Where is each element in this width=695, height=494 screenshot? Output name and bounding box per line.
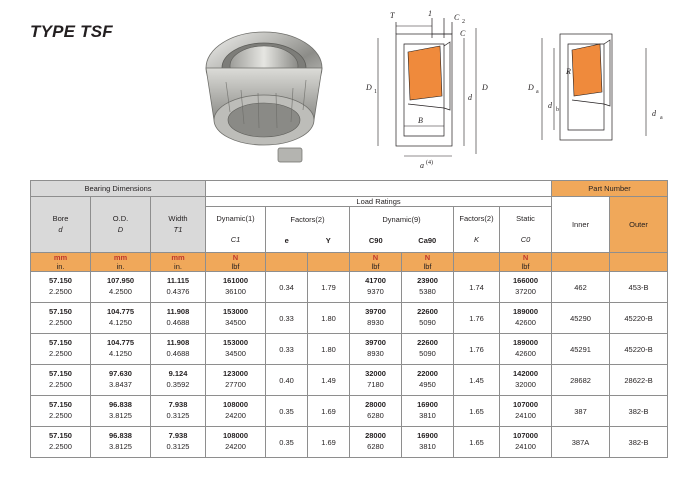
col-width-label: Width	[168, 214, 188, 224]
cell-c90: 41700 9370	[350, 272, 402, 303]
cross-section-diagram-left	[356, 4, 506, 172]
svg-text:d: d	[548, 101, 552, 110]
col-c1-symbol: C1	[230, 234, 241, 244]
cell-inner: 387A	[552, 427, 610, 458]
col-dynamic-group-9	[350, 207, 454, 253]
cell-inner: 462	[552, 272, 610, 303]
col-factors-k	[454, 207, 500, 253]
svg-text:d: d	[468, 93, 472, 102]
units-width: mm in.	[151, 253, 206, 272]
col-c90-symbol: C90	[368, 235, 383, 245]
col-dynamic9-label: Dynamic(9)	[382, 214, 421, 224]
svg-text:a: a	[420, 161, 424, 170]
cell-e: 0.33	[266, 334, 308, 365]
cell-c1: 108000 24200	[206, 396, 266, 427]
units-c90: N lbf	[350, 253, 402, 272]
cell-inner: 387	[552, 396, 610, 427]
col-bore	[31, 197, 91, 253]
svg-text:D: D	[366, 83, 372, 92]
cell-y: 1.69	[308, 427, 350, 458]
group-load-ratings: Load Ratings	[206, 197, 552, 207]
cell-outer: 382-B	[610, 396, 668, 427]
cell-width: 7.938 0.3125	[151, 396, 206, 427]
svg-text:T: T	[390, 11, 395, 20]
units-c1: N lbf	[206, 253, 266, 272]
cell-y: 1.79	[308, 272, 350, 303]
cell-c90: 32000 7180	[350, 365, 402, 396]
cell-od: 104.775 4.1250	[91, 334, 151, 365]
units-y	[308, 253, 350, 272]
col-od-label: O.D.	[112, 214, 129, 224]
cell-e: 0.35	[266, 396, 308, 427]
cell-c1: 153000 34500	[206, 334, 266, 365]
svg-text:C: C	[460, 29, 466, 38]
cell-bore: 57.150 2.2500	[31, 396, 91, 427]
col-ca90-symbol: Ca90	[418, 235, 437, 245]
cell-outer: 45220-B	[610, 303, 668, 334]
cell-y: 1.80	[308, 334, 350, 365]
svg-text:d: d	[652, 109, 656, 118]
units-od: mm in.	[91, 253, 151, 272]
cell-c0: 189000 42600	[500, 303, 552, 334]
col-k-symbol: K	[474, 234, 480, 244]
cell-od: 97.630 3.8437	[91, 365, 151, 396]
page-title: TYPE TSF	[30, 22, 113, 41]
col-static-label: Static	[516, 214, 535, 224]
table-row[interactable]	[31, 334, 668, 365]
svg-text:B: B	[418, 116, 423, 125]
col-od-symbol: D	[117, 224, 124, 234]
cell-c0: 142000 32000	[500, 365, 552, 396]
cell-inner: 28682	[552, 365, 610, 396]
cell-od: 104.775 4.1250	[91, 303, 151, 334]
svg-text:C: C	[454, 13, 460, 22]
cell-k: 1.65	[454, 396, 500, 427]
cell-bore: 57.150 2.2500	[31, 303, 91, 334]
cell-k: 1.76	[454, 303, 500, 334]
cell-c0: 166000 37200	[500, 272, 552, 303]
cell-c90: 39700 8930	[350, 334, 402, 365]
table-row[interactable]	[31, 427, 668, 458]
cell-y: 1.49	[308, 365, 350, 396]
cell-ca90: 16900 3810	[402, 396, 454, 427]
spec-table	[30, 180, 668, 458]
bearing-photo	[186, 8, 346, 168]
col-outer: Outer	[610, 197, 668, 253]
col-c0-symbol: C0	[520, 234, 531, 244]
cell-outer: 453-B	[610, 272, 668, 303]
cell-c90: 28000 6280	[350, 427, 402, 458]
table-group-header-row	[31, 181, 668, 197]
cell-od: 96.838 3.8125	[91, 427, 151, 458]
cell-width: 11.115 0.4376	[151, 272, 206, 303]
cell-inner: 45290	[552, 303, 610, 334]
cell-k: 1.65	[454, 427, 500, 458]
table-row[interactable]	[31, 365, 668, 396]
cell-width: 11.908 0.4688	[151, 303, 206, 334]
group-spacer	[206, 181, 552, 197]
table-row[interactable]	[31, 272, 668, 303]
table-loadratings-row	[31, 197, 668, 207]
cell-c90: 39700 8930	[350, 303, 402, 334]
cell-c0: 189000 42600	[500, 334, 552, 365]
col-od	[91, 197, 151, 253]
cell-ca90: 22600 5090	[402, 303, 454, 334]
cell-k: 1.76	[454, 334, 500, 365]
cell-c0: 107000 24100	[500, 396, 552, 427]
cross-section-diagram-right	[512, 4, 672, 172]
cell-c1: 108000 24200	[206, 427, 266, 458]
cell-inner: 45291	[552, 334, 610, 365]
cell-k: 1.45	[454, 365, 500, 396]
svg-text:(4): (4)	[426, 160, 433, 166]
cell-outer: 45220-B	[610, 334, 668, 365]
col-inner: Inner	[552, 197, 610, 253]
table-units-row	[31, 253, 668, 272]
cell-c1: 123000 27700	[206, 365, 266, 396]
col-dynamic-c1	[206, 207, 266, 253]
table-row[interactable]	[31, 396, 668, 427]
col-y-symbol: Y	[325, 235, 331, 245]
col-dynamic1-label: Dynamic(1)	[216, 214, 255, 224]
cell-bore: 57.150 2.2500	[31, 365, 91, 396]
cell-k: 1.74	[454, 272, 500, 303]
svg-text:b: b	[556, 107, 559, 113]
units-ca90: N lbf	[402, 253, 454, 272]
cell-ca90: 16900 3810	[402, 427, 454, 458]
cell-y: 1.69	[308, 396, 350, 427]
svg-text:1: 1	[428, 9, 432, 18]
svg-text:D: D	[482, 83, 488, 92]
cell-e: 0.34	[266, 272, 308, 303]
units-outer	[610, 253, 668, 272]
cell-outer: 382-B	[610, 427, 668, 458]
cell-bore: 57.150 2.2500	[31, 427, 91, 458]
cell-e: 0.35	[266, 427, 308, 458]
cell-c0: 107000 24100	[500, 427, 552, 458]
svg-text:a: a	[660, 115, 663, 121]
cell-width: 7.938 0.3125	[151, 427, 206, 458]
group-bearing-dimensions: Bearing Dimensions	[31, 181, 206, 197]
cell-outer: 28622-B	[610, 365, 668, 396]
units-e	[266, 253, 308, 272]
table-row[interactable]	[31, 303, 668, 334]
cell-od: 107.950 4.2500	[91, 272, 151, 303]
svg-text:2: 2	[462, 19, 465, 25]
col-bore-symbol: d	[58, 224, 63, 234]
cell-width: 11.908 0.4688	[151, 334, 206, 365]
svg-text:1: 1	[374, 89, 377, 95]
cell-c90: 28000 6280	[350, 396, 402, 427]
units-bore: mm in.	[31, 253, 91, 272]
cell-bore: 57.150 2.2500	[31, 334, 91, 365]
cell-c1: 161000 36100	[206, 272, 266, 303]
svg-text:a: a	[536, 89, 539, 95]
units-inner	[552, 253, 610, 272]
cell-ca90: 23900 5380	[402, 272, 454, 303]
svg-text:D: D	[528, 83, 534, 92]
col-factors2b-label: Factors(2)	[459, 214, 494, 224]
cell-od: 96.838 3.8125	[91, 396, 151, 427]
cell-e: 0.33	[266, 303, 308, 334]
col-factors-group-1	[266, 207, 350, 253]
cell-width: 9.124 0.3592	[151, 365, 206, 396]
svg-text:R: R	[566, 67, 571, 76]
col-e-symbol: e	[284, 235, 289, 245]
cell-e: 0.40	[266, 365, 308, 396]
cell-c1: 153000 34500	[206, 303, 266, 334]
specification-table	[30, 180, 667, 458]
units-c0: N lbf	[500, 253, 552, 272]
units-k	[454, 253, 500, 272]
col-static-c0	[500, 207, 552, 253]
col-factors2-label: Factors(2)	[290, 214, 325, 224]
col-width	[151, 197, 206, 253]
col-width-symbol: T1	[173, 224, 183, 234]
cell-bore: 57.150 2.2500	[31, 272, 91, 303]
group-part-number: Part Number	[552, 181, 668, 197]
col-bore-label: Bore	[52, 214, 69, 224]
cell-ca90: 22600 5090	[402, 334, 454, 365]
cell-y: 1.80	[308, 303, 350, 334]
illustration-area	[0, 0, 695, 176]
cell-ca90: 22000 4950	[402, 365, 454, 396]
